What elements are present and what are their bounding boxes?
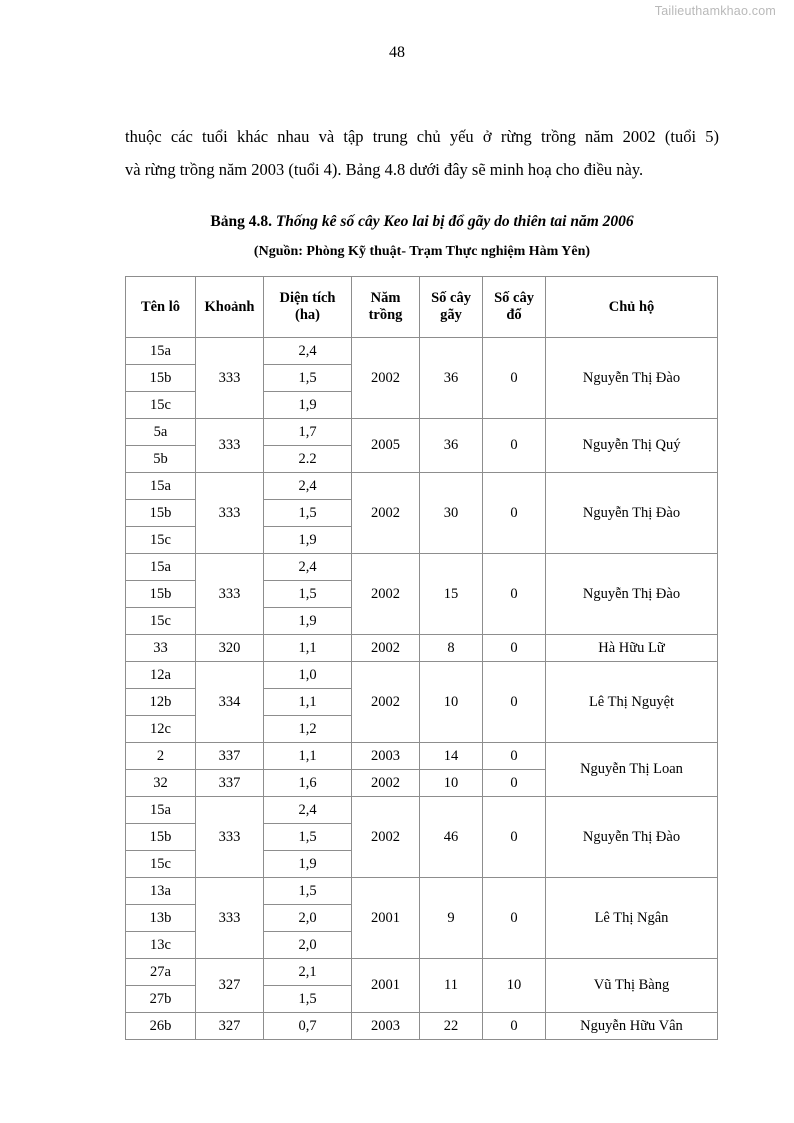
cell-lot: 15b (126, 581, 196, 608)
cell-fallen: 0 (483, 662, 546, 743)
cell-area: 1,1 (264, 743, 352, 770)
cell-area: 1,9 (264, 608, 352, 635)
cell-year: 2001 (352, 959, 420, 1013)
table-row (126, 473, 718, 500)
column-header-fallen (483, 277, 546, 338)
cell-year: 2002 (352, 473, 420, 554)
cell-lot: 15c (126, 527, 196, 554)
cell-plot: 337 (196, 770, 264, 797)
cell-broken: 10 (420, 770, 483, 797)
cell-area: 1,7 (264, 419, 352, 446)
table-row (126, 1013, 718, 1040)
cell-plot: 327 (196, 959, 264, 1013)
table-row (126, 797, 718, 824)
cell-fallen: 0 (483, 473, 546, 554)
cell-broken: 36 (420, 419, 483, 473)
table-header (126, 277, 718, 338)
cell-plot: 333 (196, 797, 264, 878)
cell-year: 2001 (352, 878, 420, 959)
cell-lot: 2 (126, 743, 196, 770)
cell-area: 1,1 (264, 635, 352, 662)
paragraph-line-1: thuộc các tuổi khác nhau và tập trung chủ yếu ở rừng trồng năm 2002 (tuổi 5) (125, 127, 719, 146)
cell-fallen: 0 (483, 635, 546, 662)
column-header-broken-line1: Số cây (431, 290, 471, 306)
cell-broken: 36 (420, 338, 483, 419)
cell-owner: Nguyễn Thị Đào (546, 473, 718, 554)
cell-lot: 26b (126, 1013, 196, 1040)
cell-area: 1,5 (264, 986, 352, 1013)
column-header-area-line2: (ha) (295, 307, 320, 323)
cell-plot: 333 (196, 554, 264, 635)
cell-lot: 15b (126, 500, 196, 527)
cell-plot: 337 (196, 743, 264, 770)
cell-area: 1,0 (264, 662, 352, 689)
cell-year: 2002 (352, 554, 420, 635)
cell-lot: 15c (126, 392, 196, 419)
cell-year: 2002 (352, 635, 420, 662)
column-header-year-line1: Năm (370, 290, 401, 306)
cell-plot: 333 (196, 419, 264, 473)
cell-area: 1,1 (264, 689, 352, 716)
cell-year: 2002 (352, 770, 420, 797)
cell-area: 1,9 (264, 851, 352, 878)
cell-owner: Hà Hữu Lữ (546, 635, 718, 662)
table-row (126, 338, 718, 365)
cell-lot: 12b (126, 689, 196, 716)
cell-lot: 15a (126, 797, 196, 824)
cell-broken: 9 (420, 878, 483, 959)
cell-lot: 15b (126, 365, 196, 392)
cell-area: 2,4 (264, 797, 352, 824)
cell-fallen: 0 (483, 797, 546, 878)
cell-year: 2002 (352, 797, 420, 878)
cell-lot: 12a (126, 662, 196, 689)
cell-area: 1,5 (264, 500, 352, 527)
cell-area: 2,1 (264, 959, 352, 986)
cell-owner: Nguyễn Thị Đào (546, 338, 718, 419)
cell-owner: Nguyễn Thị Quý (546, 419, 718, 473)
cell-year: 2003 (352, 1013, 420, 1040)
caption-label: Bảng 4.8. (210, 213, 272, 230)
cell-area: 1,5 (264, 878, 352, 905)
caption-text: Thống kê số cây Keo lai bị đổ gãy do thiên tai năm 2006 (275, 213, 634, 230)
cell-year: 2002 (352, 338, 420, 419)
column-header-broken (420, 277, 483, 338)
cell-fallen: 10 (483, 959, 546, 1013)
table-row (126, 878, 718, 905)
cell-broken: 30 (420, 473, 483, 554)
cell-area: 2,4 (264, 338, 352, 365)
cell-lot: 27b (126, 986, 196, 1013)
table-row (126, 662, 718, 689)
cell-owner: Nguyễn Thị Đào (546, 797, 718, 878)
paragraph-line-2: và rừng trồng năm 2003 (tuổi 4). Bảng 4.8 dưới đây sẽ minh hoạ cho điều này. (125, 160, 644, 179)
table-row (126, 554, 718, 581)
cell-year: 2002 (352, 662, 420, 743)
cell-plot: 333 (196, 338, 264, 419)
cell-owner: Lê Thị Ngân (546, 878, 718, 959)
cell-fallen: 0 (483, 419, 546, 473)
column-header-owner: Chủ hộ (546, 277, 718, 338)
column-header-area (264, 277, 352, 338)
cell-lot: 32 (126, 770, 196, 797)
statistics-table (125, 276, 718, 1040)
cell-area: 2.2 (264, 446, 352, 473)
column-header-area-line1: Diện tích (279, 290, 336, 306)
cell-owner: Nguyễn Hữu Vân (546, 1013, 718, 1040)
cell-lot: 15a (126, 554, 196, 581)
table-source: (Nguồn: Phòng Kỹ thuật- Trạm Thực nghiệm Hàm Yên) (253, 244, 591, 259)
cell-broken: 10 (420, 662, 483, 743)
cell-plot: 327 (196, 1013, 264, 1040)
cell-fallen: 0 (483, 878, 546, 959)
page-content (125, 120, 719, 1040)
table-row (126, 419, 718, 446)
cell-broken: 22 (420, 1013, 483, 1040)
table-caption (125, 211, 719, 233)
cell-broken: 46 (420, 797, 483, 878)
cell-fallen: 0 (483, 338, 546, 419)
cell-plot: 333 (196, 473, 264, 554)
cell-owner: Nguyễn Thị Đào (546, 554, 718, 635)
cell-fallen: 0 (483, 554, 546, 635)
cell-year: 2003 (352, 743, 420, 770)
cell-broken: 15 (420, 554, 483, 635)
cell-plot: 334 (196, 662, 264, 743)
column-header-broken-line2: gãy (440, 307, 462, 323)
cell-lot: 13b (126, 905, 196, 932)
cell-fallen: 0 (483, 743, 546, 770)
cell-area: 1,5 (264, 581, 352, 608)
cell-area: 1,9 (264, 392, 352, 419)
cell-fallen: 0 (483, 770, 546, 797)
column-header-year-line2: trồng (368, 307, 403, 323)
cell-area: 2,4 (264, 554, 352, 581)
page-number: 48 (389, 44, 405, 61)
watermark: Tailieuthamkhao.com (654, 4, 776, 18)
cell-lot: 27a (126, 959, 196, 986)
table-body (126, 338, 718, 1040)
cell-area: 1,5 (264, 824, 352, 851)
table-row (126, 959, 718, 986)
cell-area: 1,9 (264, 527, 352, 554)
cell-owner: Vũ Thị Bàng (546, 959, 718, 1013)
cell-area: 1,6 (264, 770, 352, 797)
cell-area: 1,5 (264, 365, 352, 392)
cell-lot: 15a (126, 473, 196, 500)
cell-plot: 320 (196, 635, 264, 662)
cell-area: 2,0 (264, 905, 352, 932)
column-header-plot: Khoảnh (196, 277, 264, 338)
cell-plot: 333 (196, 878, 264, 959)
cell-broken: 14 (420, 743, 483, 770)
cell-area: 2,0 (264, 932, 352, 959)
cell-lot: 15b (126, 824, 196, 851)
body-paragraph (125, 120, 719, 186)
column-header-lot: Tên lô (126, 277, 196, 338)
cell-broken: 8 (420, 635, 483, 662)
cell-area: 0,7 (264, 1013, 352, 1040)
cell-lot: 12c (126, 716, 196, 743)
cell-fallen: 0 (483, 1013, 546, 1040)
cell-lot: 5a (126, 419, 196, 446)
cell-lot: 13c (126, 932, 196, 959)
cell-lot: 13a (126, 878, 196, 905)
cell-owner: Nguyễn Thị Loan (546, 743, 718, 797)
cell-lot: 15c (126, 608, 196, 635)
cell-lot: 5b (126, 446, 196, 473)
table-row (126, 635, 718, 662)
table-header-row (126, 277, 718, 338)
column-header-year (352, 277, 420, 338)
column-header-fallen-line2: đổ (506, 307, 522, 323)
table-row (126, 743, 718, 770)
cell-area: 2,4 (264, 473, 352, 500)
cell-lot: 15c (126, 851, 196, 878)
column-header-fallen-line1: Số cây (494, 290, 534, 306)
cell-year: 2005 (352, 419, 420, 473)
cell-area: 1,2 (264, 716, 352, 743)
cell-lot: 33 (126, 635, 196, 662)
cell-owner: Lê Thị Nguyệt (546, 662, 718, 743)
cell-lot: 15a (126, 338, 196, 365)
cell-broken: 11 (420, 959, 483, 1013)
